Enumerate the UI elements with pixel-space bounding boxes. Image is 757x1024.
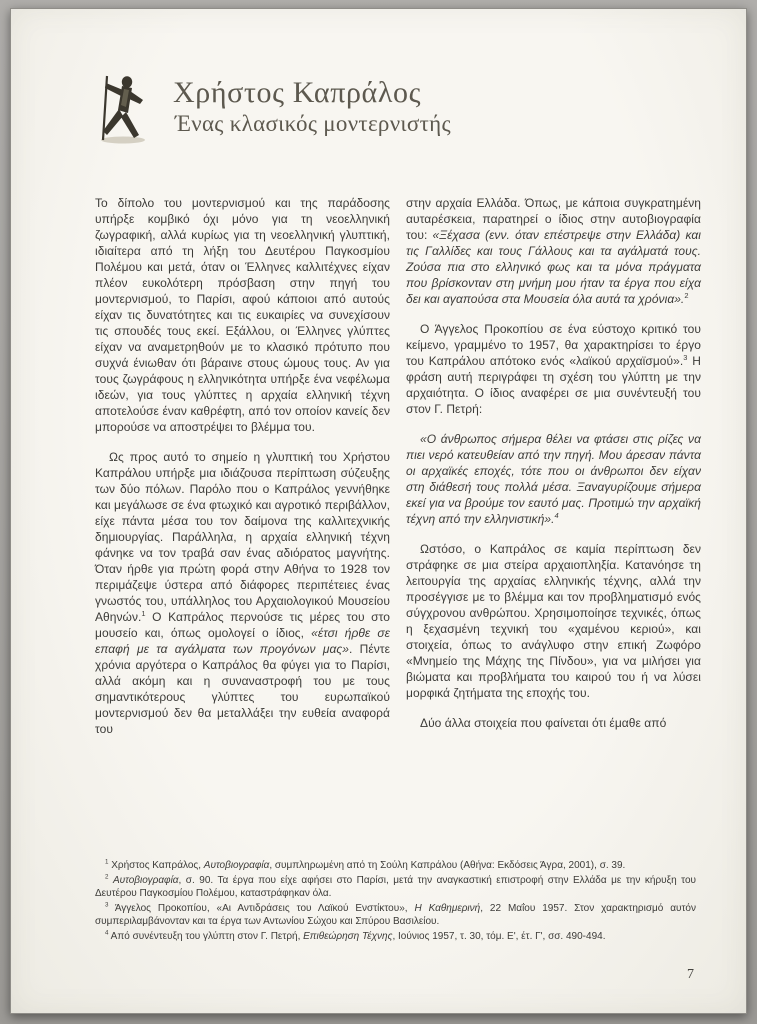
text-run: Δύο άλλα στοιχεία που φαίνεται ότι έμαθε από [420, 716, 667, 730]
text-run: , Ιούνιος 1957, τ. 30, τόμ. Ε', έτ. Γ', σσ. 490-494. [392, 931, 606, 942]
footnote-reference: 2 [684, 291, 689, 300]
title-block [173, 73, 451, 137]
footnote [95, 874, 696, 900]
text-run: Ο Άγγελος Προκοπίου σε ένα εύστοχο κριτικό του κείμενο, γραμμένο το 1957, θα χαρακτηρίσει το έργο του Καπράλου απότοκο ενός «λαϊκού αρχαϊσμού». [406, 322, 701, 368]
paragraph [95, 195, 390, 435]
footnote [95, 859, 696, 872]
text-run: , 22 Μαΐου 1957. Στον χαρακτηρισμό αυτόν συμπεριλαμβάνονταν και τα έργα των Αντωνίου Σώχου και Σπύρου Βασιλείου. [95, 903, 696, 927]
article-title: Χρήστος Καπράλος [173, 76, 422, 109]
text-run: , σ. 90. Τα έργα που είχε αφήσει στο Παρίσι, μετά την αναγκαστική επιστροφή στην Ελλάδα με την κήρυξη του Δευτέρου Παγκοσμίου Πολέμου, καταστράφηκαν όλα. [95, 875, 696, 899]
text-run: Χρήστος Καπράλος, [108, 860, 204, 871]
footnote-reference: 1 [105, 858, 109, 866]
text-run: Η φράση αυτή περιγράφει τη σχέση του γλύπτη με την αρχαιότητα. Ο ίδιος αναφέρει σε μια συνέντευξή του στον Γ. Πετρή: [406, 354, 702, 416]
footnote-reference: 3 [683, 353, 688, 362]
text-run: Άγγελος Προκοπίου, «Αι Αντιδράσεις του Λαϊκού Ενστίκτου», [108, 903, 415, 914]
footnote [95, 930, 696, 943]
text-run: , συμπληρωμένη από τη Σούλη Καπράλου (Αθήνα: Εκδόσεις Άγρα, 2001), σ. 39. [269, 860, 626, 871]
paragraph [406, 321, 701, 417]
text-run: «Ο άνθρωπος σήμερα θέλει να φτάσει στις ρίζες να πιει νερό κατευθείαν από την πηγή. Μου άρεσαν πάντα οι αρχαϊκές εποχές, τότε που οι άνθρωποι δεν είχαν στη διάθεσή τους πολλά μέσα. Ξαναγυρίζουμε σήμερα εκεί για να βρούμε τον εαυτό μας. Προτιμώ την αρχαϊκή τέχνη από την ελληνιστική». [406, 432, 701, 526]
text-run: . Πέντε χρόνια αργότερα ο Καπράλος θα φύγει για το Παρίσι, αλλά ακόμη και η συναναστροφή του με τους σημαντικότερους γλύπτες του ευρωπαϊκού μοντερνισμού δεν θα μεταλλάξει την ευθεία αναφορά του [95, 642, 390, 736]
text-run: Η Καθημερινή [414, 903, 481, 914]
paragraph [406, 541, 701, 701]
text-run: στην αρχαία Ελλάδα. Όπως, με κάποια συγκρατημένη αυταρέσκεια, παρατηρεί ο ίδιος στην αυτοβιογραφία του: [406, 196, 701, 242]
text-run: Από συνέντευξη του γλύπτη στον Γ. Πετρή, [108, 931, 304, 942]
footnotes [95, 859, 696, 943]
article-header [93, 73, 451, 145]
footnote-reference: 3 [105, 901, 109, 909]
paragraph [406, 195, 701, 307]
right-column [406, 195, 701, 737]
text-run: Επιθεώρηση Τέχνης [303, 931, 393, 942]
footnote [95, 902, 696, 928]
article-body [95, 195, 700, 737]
paragraph [406, 715, 701, 731]
footnote-reference: 1 [141, 609, 146, 618]
document-page [10, 8, 747, 1014]
text-run: «Ξέχασα (ενν. όταν επέστρεψε στην Ελλάδα) και τις Γαλλίδες και τους Γάλλους και τα αγάλματά τους. Ζούσα πια στο ελληνικό φως και τα μόνα πράγματα που βρίσκονταν στη μνήμη μου ήταν τα έργα που είχα δει και αγαπούσα στα Μουσεία όλα αυτά τα χρόνια». [406, 228, 701, 306]
text-run: Ωστόσο, ο Καπράλος σε καμία περίπτωση δεν στράφηκε σε μια στείρα αρχαιοπληξία. Κατανόησε τη λειτουργία της αρχαίας ελληνικής τέχνης, αλλά την προσέγγισε με το βλέμμα και τον προβληματισμό ενός σύγχρονου ανθρώπου. Χρησιμοποίησε τεχνικές, όπως η ξεχασμένη τεχνική του «χαμένου κεριού», και στοιχεία, όπως το ανάγλυφο στην επική Ζωφόρο «Μνημείο της Μάχης της Πίνδου», για να μιλήσει για βιώματα και προβλήματα του καιρού του ή να λύσει μορφικά ζητήματα της εποχής του. [406, 542, 701, 700]
paragraph [406, 431, 701, 527]
sculpture-photo-icon [93, 73, 155, 145]
page-number: 7 [687, 967, 694, 982]
text-run: Αυτοβιογραφία [203, 860, 270, 871]
text-run: «έτσι ήρθε σε επαφή με τα αγάλματα των προγόνων μας» [95, 626, 390, 656]
text-run: Αυτοβιογραφία [112, 875, 179, 886]
footnote-reference: 2 [105, 873, 109, 881]
article-subtitle: Ένας κλασικός μοντερνιστής [175, 111, 451, 136]
footnote-reference: 4 [554, 511, 559, 520]
left-column [95, 195, 390, 737]
paragraph [95, 449, 390, 737]
text-run: Ο Καπράλος περνούσε τις μέρες του στο μουσείο και, όπως ομολογεί ο ίδιος, [95, 610, 390, 640]
text-run: Το δίπολο του μοντερνισμού και της παράδοσης υπήρξε κομβικό όχι μόνο για τη νεοελληνική ζωγραφική, αλλά κυρίως για τη νεοελληνική γλυπτική, ιδιαίτερα από τη λήξη του Δευτέρου Παγκοσμίου Πολέμου και μετά, όταν οι Έλληνες καλλιτέχνες είχαν πλέον ευκολότερη πρόσβαση στην πηγή του μοντερνισμού, το Παρίσι, αφού κάποιοι από αυτούς είχαν τις δυνατότητες και τις ευκαιρίες να συνεχίσουν τις σπουδές τους εκεί. Εξάλλου, οι Έλληνες γλύπτες είχαν να αναμετρηθούν με το κλασικό πρότυπο που συχνά ένιωθαν ότι βάραινε στους ώμους τους. Αν για τους ζωγράφους η ελληνικότητα υπήρξε ένα νεφέλωμα ιδεών, για τους γλύπτες η αρχαία ελληνική τέχνη αποτελούσε έναν καθρέφτη, από τον οποίον κανείς δεν μπορούσε να αποστρέψει το βλέμμα του. [95, 196, 390, 434]
footnote-reference: 4 [105, 929, 109, 937]
text-run: Ως προς αυτό το σημείο η γλυπτική του Χρήστου Καπράλου υπήρξε μια ιδιάζουσα περίπτωση σύζευξης των δύο πόλων. Παρόλο που ο Καπράλος γεννήθηκε και μεγάλωσε σε ένα φτωχικό και αγροτικό περιβάλλον, είχε πάντα μέσα του τον δαίμονα της καλλιτεχνικής δημιουργίας. Παράλληλα, η αρχαία ελληνική τέχνη φάνηκε να τον τραβά σαν ένας αδιόρατος μαγνήτης. Όταν ήρθε για πρώτη φορά στην Αθήνα το 1928 τον περιμάζεψε ύστερα από διάφορες περιπέτειες ένας γνωστός του, υπάλληλος του Αρχαιολογικού Μουσείου Αθηνών. [95, 450, 390, 624]
